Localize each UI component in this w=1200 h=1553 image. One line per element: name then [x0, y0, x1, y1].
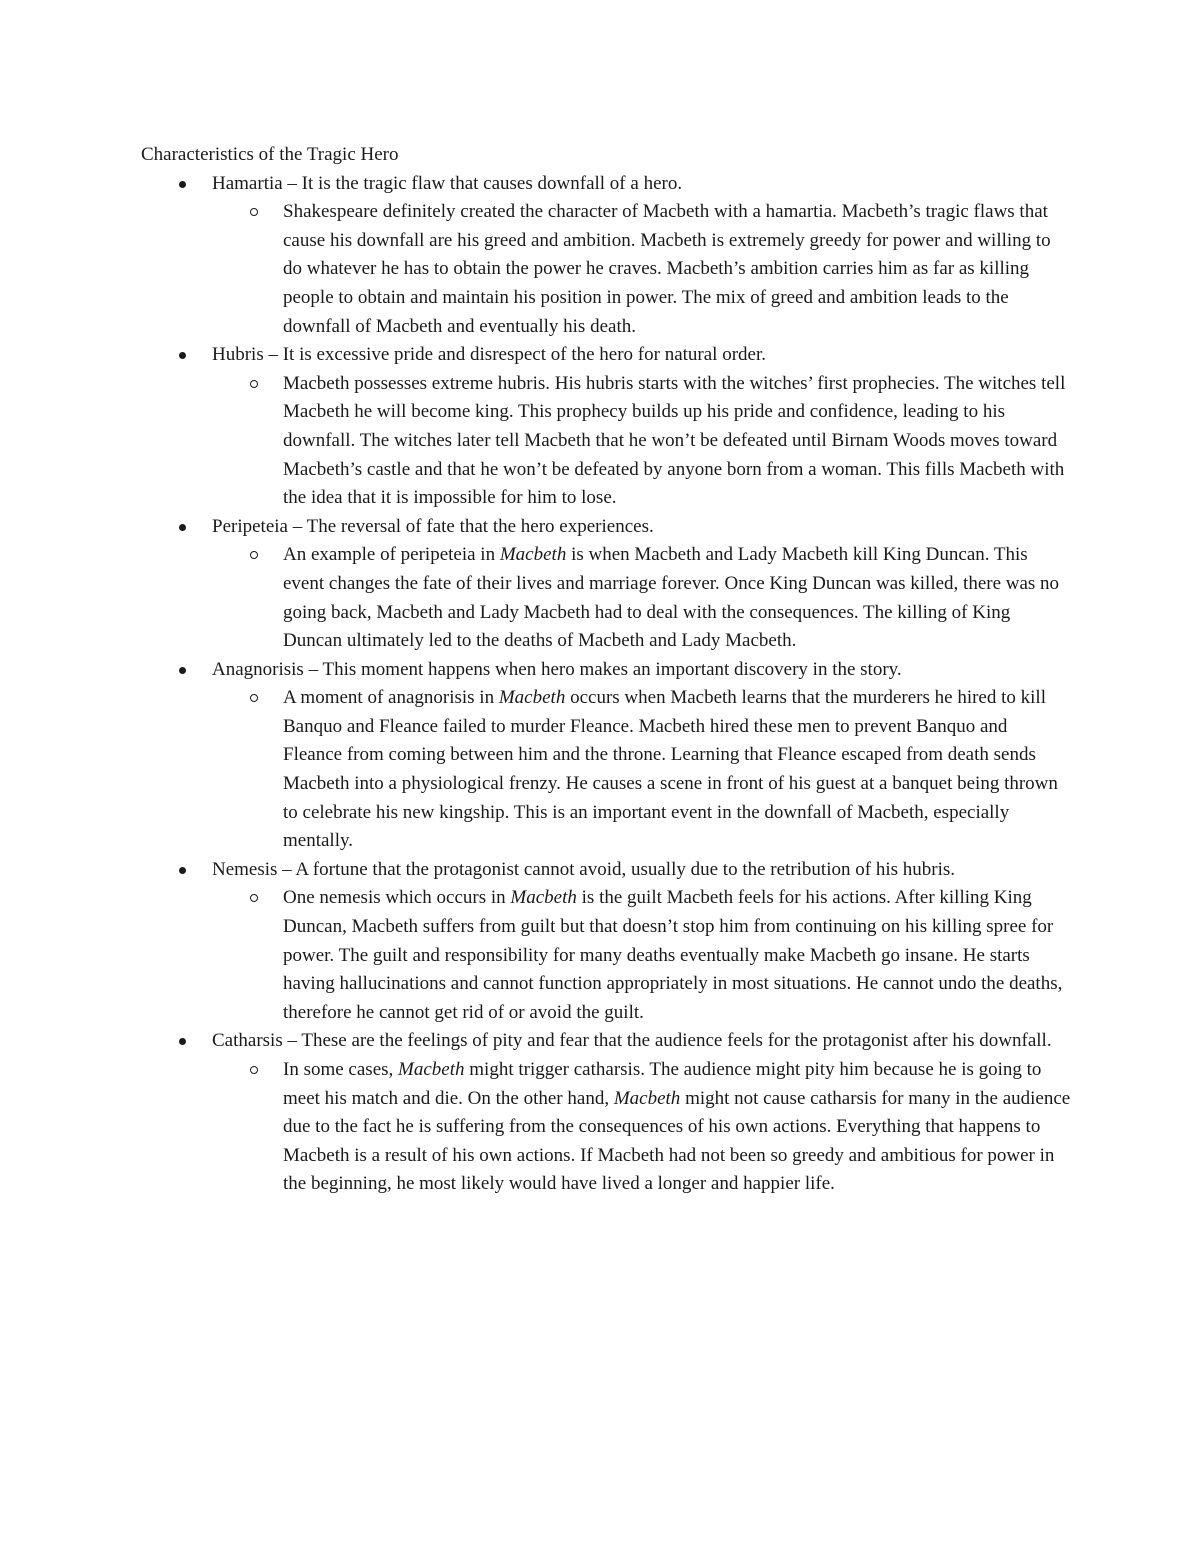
- bullet-icon: [179, 1038, 186, 1045]
- term-peripeteia: Peripeteia – The reversal of fate that the hero experiences.: [212, 515, 654, 537]
- hollow-bullet-icon: [250, 380, 258, 388]
- hollow-bullet-icon: [250, 208, 258, 216]
- detail-peripeteia: An example of peripeteia in Macbeth is when Macbeth and Lady Macbeth kill King Duncan. This event changes the fate of their lives and marriage forever. Once King Duncan was killed, there was no going back, Macbeth and Lady Macbeth had to deal with the consequences. The killing of King Duncan ultimately led to the deaths of Macbeth and Lady Macbeth.: [283, 544, 1060, 652]
- detail-hubris: Macbeth possesses extreme hubris. His hubris starts with the witches’ first prophecies. The witches tell Macbeth he will become king. This prophecy builds up his pride and confidence, leading to his downfall. The witches later tell Macbeth that he won’t be defeated until Birnam Woods moves toward Macbeth’s castle and that he won’t be defeated by anyone born from a woman. This fills Macbeth with the idea that it is impossible for him to lose.: [283, 372, 1066, 509]
- bullet-icon: [179, 352, 186, 359]
- document-title: Characteristics of the Tragic Hero: [141, 144, 399, 165]
- term-anagnorisis: Anagnorisis – This moment happens when hero makes an important discovery in the story.: [212, 658, 902, 680]
- characteristics-list: [141, 170, 1071, 1199]
- list-item-anagnorisis: [141, 656, 1071, 685]
- list-item-nemesis: [141, 856, 1071, 885]
- list-item-hubris: [141, 341, 1071, 370]
- detail-hamartia: Shakespeare definitely created the character of Macbeth with a hamartia. Macbeth’s tragic flaws that cause his downfall are his greed and ambition. Macbeth is extremely greedy for power and willing to do whatever he has to obtain the power he craves. Macbeth’s ambition carries him as far as killing people to obtain and maintain his position in power. The mix of greed and ambition leads to the downfall of Macbeth and eventually his death.: [283, 201, 1051, 337]
- sub-item-peripeteia: [141, 541, 1071, 655]
- hollow-bullet-icon: [250, 1066, 258, 1074]
- bullet-icon: [179, 867, 186, 874]
- sub-item-hubris: [141, 370, 1071, 513]
- list-item-catharsis: [141, 1027, 1071, 1056]
- hollow-bullet-icon: [250, 694, 258, 702]
- detail-nemesis: One nemesis which occurs in Macbeth is the guilt Macbeth feels for his actions. After killing King Duncan, Macbeth suffers from guilt but that doesn’t stop him from continuing on his killing spree for power. The guilt and responsibility for many deaths eventually make Macbeth go insane. He starts having hallucinations and cannot function appropriately in most situations. He cannot undo the deaths, therefore he cannot get rid of or avoid the guilt.: [283, 887, 1063, 1023]
- bullet-icon: [179, 181, 186, 188]
- list-item-hamartia: [141, 170, 1071, 199]
- sub-item-nemesis: [141, 884, 1071, 1027]
- detail-catharsis: In some cases, Macbeth might trigger catharsis. The audience might pity him because he is going to meet his match and die. On the other hand, Macbeth might not cause catharsis for many in the audience due to the fact he is suffering from the consequences of his own actions. Everything that happens to Macbeth is a result of his own actions. If Macbeth had not been so greedy and ambitious for power in the beginning, he most likely would have lived a longer and happier life.: [283, 1059, 1071, 1195]
- term-hubris: Hubris – It is excessive pride and disrespect of the hero for natural order.: [212, 344, 766, 366]
- bullet-icon: [179, 524, 186, 531]
- term-nemesis: Nemesis – A fortune that the protagonist cannot avoid, usually due to the retribution of his hubris.: [212, 858, 955, 880]
- sub-item-hamartia: [141, 198, 1071, 341]
- hollow-bullet-icon: [250, 551, 258, 559]
- term-hamartia: Hamartia – It is the tragic flaw that causes downfall of a hero.: [212, 172, 683, 194]
- term-catharsis: Catharsis – These are the feelings of pity and fear that the audience feels for the protagonist after his downfall.: [212, 1030, 1052, 1052]
- sub-item-catharsis: [141, 1056, 1071, 1199]
- bullet-icon: [179, 667, 186, 674]
- list-item-peripeteia: [141, 513, 1071, 542]
- sub-item-anagnorisis: [141, 684, 1071, 856]
- detail-anagnorisis: A moment of anagnorisis in Macbeth occurs when Macbeth learns that the murderers he hired to kill Banquo and Fleance failed to murder Fleance. Macbeth hired these men to prevent Banquo and Fleance from coming between him and the throne. Learning that Fleance escaped from death sends Macbeth into a physiological frenzy. He causes a scene in front of his guest at a banquet being thrown to celebrate his new kingship. This is an important event in the downfall of Macbeth, especially mentally.: [283, 687, 1058, 852]
- hollow-bullet-icon: [250, 894, 258, 902]
